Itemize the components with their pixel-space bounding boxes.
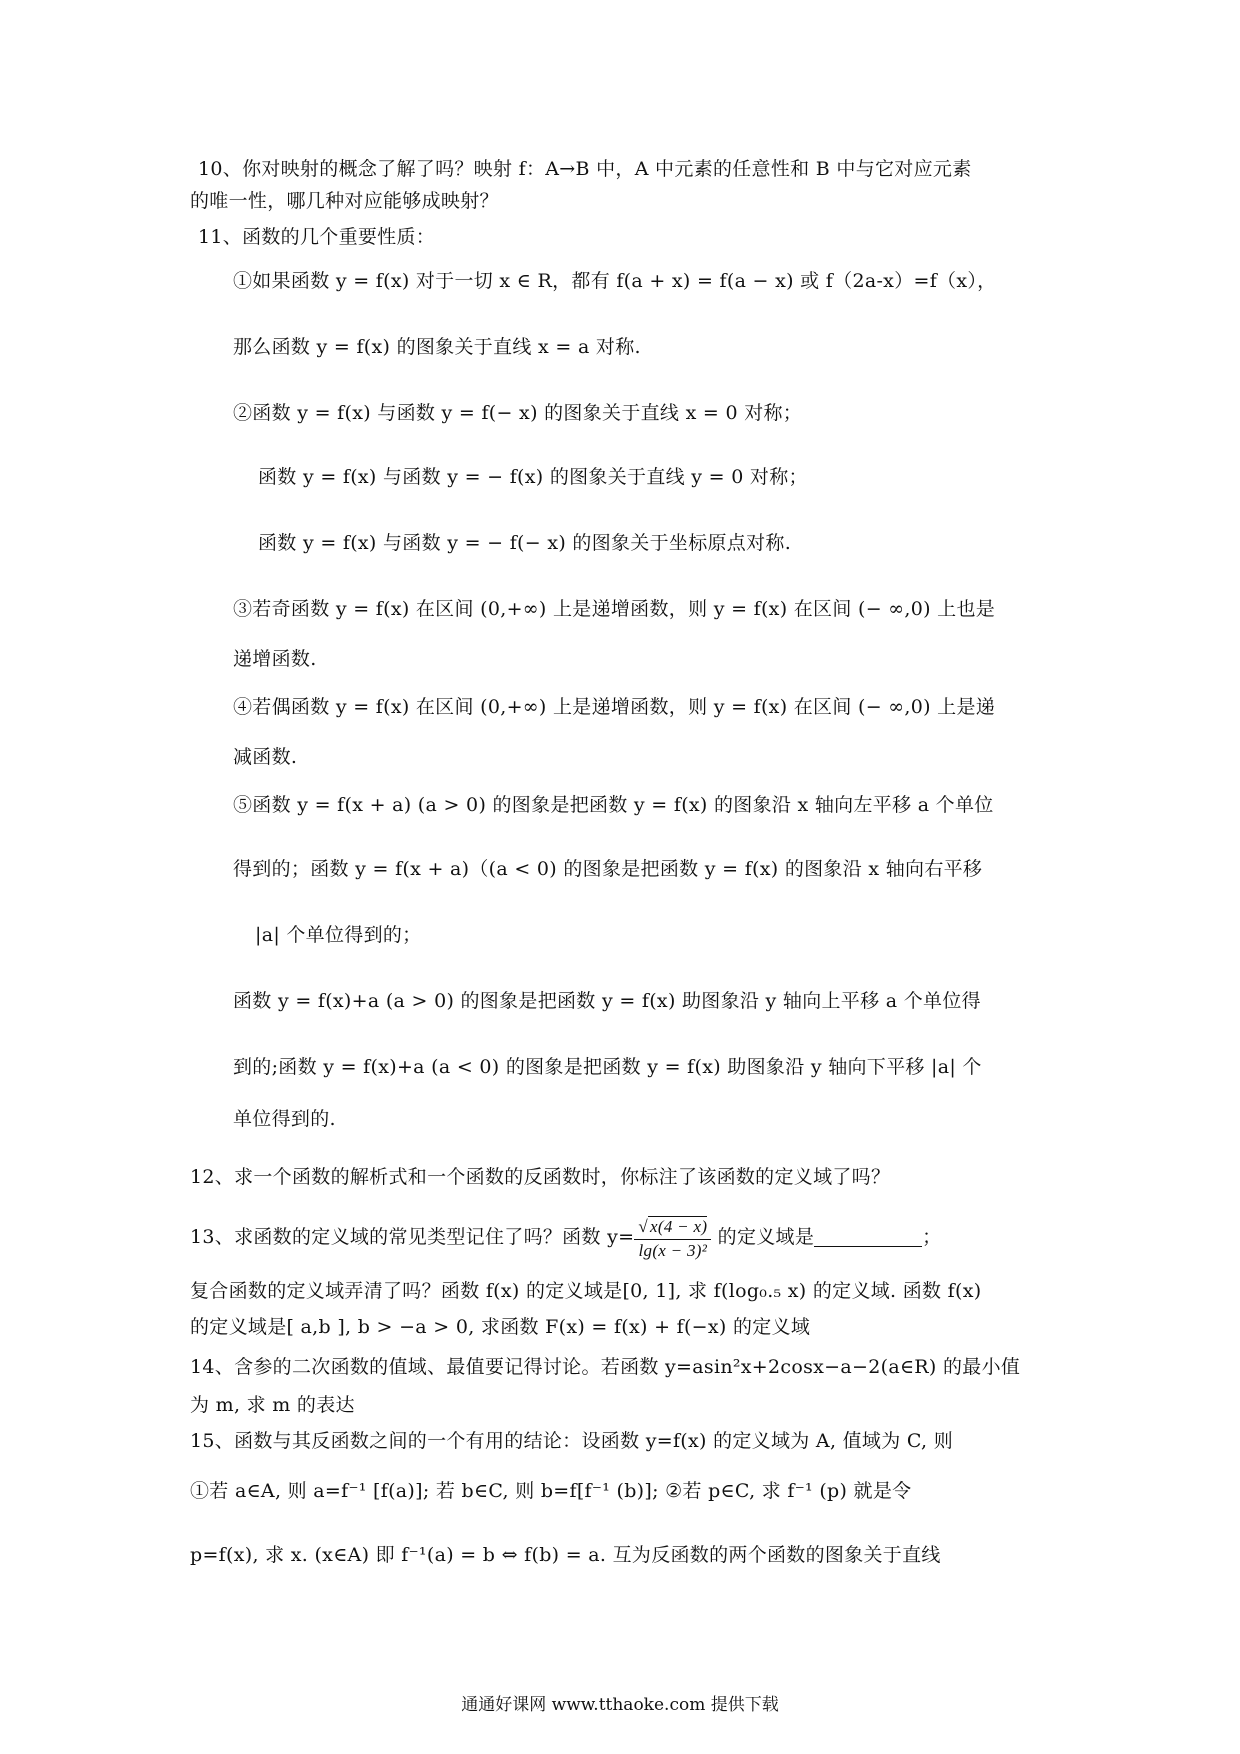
sqrt-radicand: x(4 − x) <box>650 1216 708 1236</box>
property-5-line-2: 得到的；函数 y = f(x + a)（(a < 0) 的图象是把函数 y = f(x) 的图象沿 x 轴向右平移 <box>233 858 983 880</box>
property-6-line-3: 单位得到的. <box>233 1108 336 1130</box>
property-2-line-2: 函数 y = f(x) 与函数 y = − f(x) 的图象关于直线 y = 0 对称； <box>258 466 808 488</box>
item-14-line-2: 为 m, 求 m 的表达 <box>190 1394 355 1416</box>
item-11-heading: 11、函数的几个重要性质： <box>198 226 436 248</box>
property-2-line-3: 函数 y = f(x) 与函数 y = − f(− x) 的图象关于坐标原点对称. <box>258 532 792 554</box>
answer-blank[interactable] <box>814 1226 922 1247</box>
property-3-line-2: 递增函数. <box>233 648 317 670</box>
item-13-suffix: 的定义域是 <box>717 1226 815 1248</box>
item-12: 12、求一个函数的解析式和一个函数的反函数时，你标注了该函数的定义域了吗？ <box>190 1166 891 1188</box>
item-13-end: ； <box>922 1226 942 1248</box>
property-5-line-1: ⑤函数 y = f(x + a) (a > 0) 的图象是把函数 y = f(x) 的图象沿 x 轴向左平移 a 个单位 <box>233 794 994 816</box>
property-1-line-2: 那么函数 y = f(x) 的图象关于直线 x = a 对称. <box>233 336 641 358</box>
property-4-line-1: ④若偶函数 y = f(x) 在区间 (0,+∞) 上是递增函数，则 y = f(x) 在区间 (− ∞,0) 上是递 <box>233 696 996 718</box>
item-15-line-3: p=f(x), 求 x. (x∈A) 即 f⁻¹(a) = b ⇔ f(b) = a. 互为反函数的两个函数的图象关于直线 <box>190 1544 941 1566</box>
item-13-line-2: 复合函数的定义域弄清了吗？函数 f(x) 的定义域是[0, 1], 求 f(log₀.₅ x) 的定义域. 函数 f(x) <box>190 1280 982 1302</box>
property-2-line-1: ②函数 y = f(x) 与函数 y = f(− x) 的图象关于直线 x = 0 对称； <box>233 402 803 424</box>
item-13-line-3: 的定义域是[ a,b ], b > −a > 0, 求函数 F(x) = f(x) + f(−x) 的定义域 <box>190 1316 811 1338</box>
item-13-line-1 <box>190 1212 941 1262</box>
property-5-line-3: |a| 个单位得到的； <box>255 924 422 946</box>
item-10-line-1: 10、你对映射的概念了解了吗？映射 f：A→B 中，A 中元素的任意性和 B 中与它对应元素 <box>198 158 972 180</box>
property-1-line-1: ①如果函数 y = f(x) 对于一切 x ∈ R，都有 f(a + x) = f(a − x) 或 f（2a-x）=f（x）， <box>233 270 997 292</box>
item-10-line-2: 的唯一性，哪几种对应能够成映射？ <box>190 190 499 212</box>
property-6-line-1: 函数 y = f(x)+a (a > 0) 的图象是把函数 y = f(x) 助图象沿 y 轴向上平移 a 个单位得 <box>233 990 981 1012</box>
page-footer: 通通好课网 www.tthaoke.com 提供下载 <box>461 1695 779 1715</box>
property-3-line-1: ③若奇函数 y = f(x) 在区间 (0,+∞) 上是递增函数，则 y = f(x) 在区间 (− ∞,0) 上也是 <box>233 598 996 620</box>
fraction-numerator: √ x(4 − x) <box>634 1215 711 1240</box>
item-13-prefix: 13、求函数的定义域的常见类型记住了吗？函数 y= <box>190 1226 635 1248</box>
item-15-line-2: ①若 a∈A, 则 a=f⁻¹ [f(a)]; 若 b∈C, 则 b=f[f⁻¹ (b)]; ②若 p∈C, 求 f⁻¹ (p) 就是令 <box>190 1480 912 1502</box>
item-14-line-1: 14、含参的二次函数的值域、最值要记得讨论。若函数 y=asin²x+2cosx−a−2(a∈R) 的最小值 <box>190 1356 1021 1378</box>
property-6-line-2: 到的;函数 y = f(x)+a (a < 0) 的图象是把函数 y = f(x) 助图象沿 y 轴向下平移 |a| 个 <box>233 1056 982 1078</box>
property-4-line-2: 减函数. <box>233 746 298 768</box>
item-15-line-1: 15、函数与其反函数之间的一个有用的结论：设函数 y=f(x) 的定义域为 A, 值域为 C, 则 <box>190 1430 954 1452</box>
fraction-denominator: lg(x − 3)² <box>638 1240 708 1260</box>
domain-fraction <box>634 1215 711 1262</box>
